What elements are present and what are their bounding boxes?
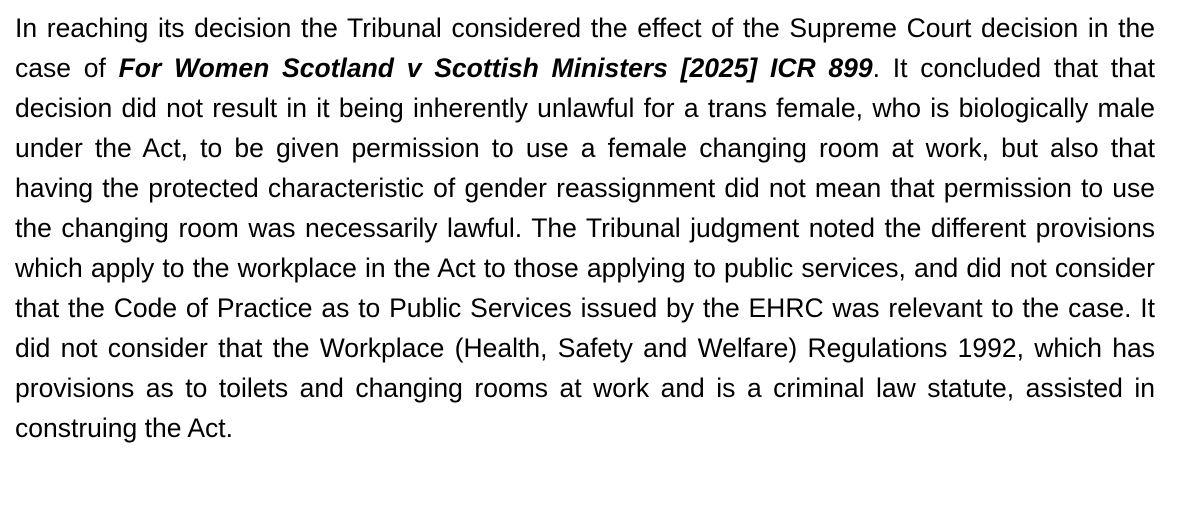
tribunal-decision-paragraph	[15, 8, 1155, 448]
paragraph-text-intro: In reaching its decision the Tribunal considered the effect of the Supreme Court decision in the case of	[15, 13, 1155, 83]
case-citation: For Women Scotland v Scottish Ministers [2025] ICR 899	[118, 53, 873, 83]
paragraph-text-body: . It concluded that that decision did not result in it being inherently unlawful for a trans female, who is biologically male under the Act, to be given permission to use a female changing room at work, but also that having the protected characteristic of gender reassignment did not mean that permission to use the changing room was necessarily lawful. The Tribunal judgment noted the different provisions which apply to the workplace in the Act to those applying to public services, and did not consider that the Code of Practice as to Public Services issued by the EHRC was relevant to the case. It did not consider that the Workplace (Health, Safety and Welfare) Regulations 1992, which has provisions as to toilets and changing rooms at work and is a criminal law statute, assisted in construing the Act.	[15, 53, 1155, 443]
